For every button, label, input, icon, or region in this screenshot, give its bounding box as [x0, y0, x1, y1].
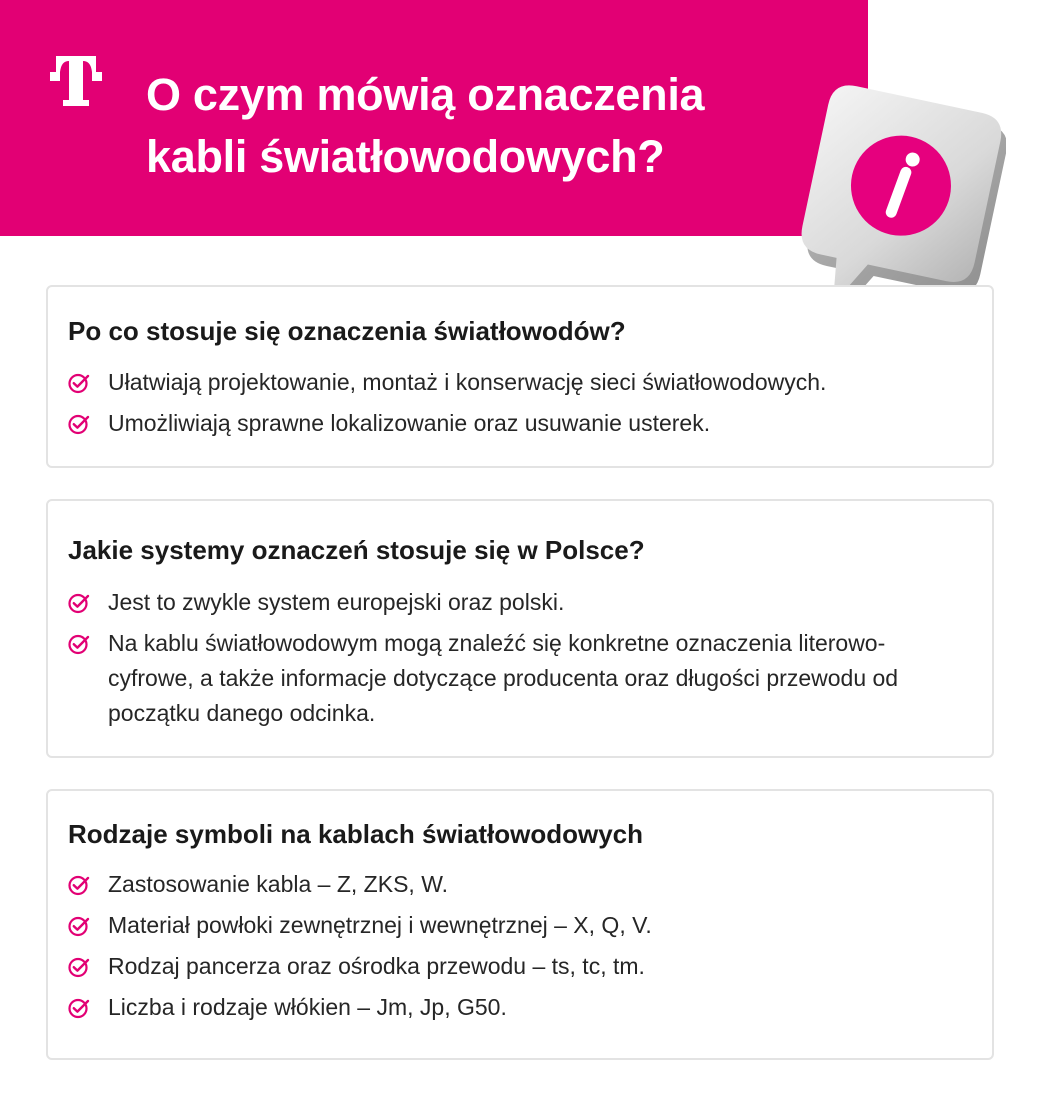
list-item-text: Liczba i rodzaje włókien – Jm, Jp, G50.: [108, 994, 507, 1020]
list-item: [68, 990, 972, 1025]
list-item-text: Materiał powłoki zewnętrznej i wewnętrznej – X, Q, V.: [108, 912, 652, 938]
list-item-text: Umożliwiają sprawne lokalizowanie oraz usuwanie usterek.: [108, 410, 711, 436]
list-item-text: Rodzaj pancerza oraz ośrodka przewodu – ts, tc, tm.: [108, 953, 645, 979]
list-item: [68, 908, 972, 943]
check-circle-icon: [68, 997, 90, 1019]
page-title: [146, 64, 836, 188]
check-circle-icon: [68, 874, 90, 896]
section-title: Rodzaje symboli na kablach światłowodowych: [68, 819, 644, 849]
section-list: [68, 365, 972, 447]
list-item: [68, 365, 972, 400]
section-title: Po co stosuje się oznaczenia światłowodów?: [68, 316, 626, 346]
section-card-symbols: [46, 789, 994, 1060]
list-item: [68, 585, 972, 620]
check-circle-icon: [68, 413, 90, 435]
list-item-text: Zastosowanie kabla – Z, ZKS, W.: [108, 871, 449, 897]
section-title: Jakie systemy oznaczeń stosuje się w Polsce?: [68, 535, 645, 565]
page-title-line-1: O czym mówią oznaczenia: [146, 69, 705, 120]
check-circle-icon: [68, 592, 90, 614]
section-list: [68, 867, 972, 1031]
page-title-line-2: kabli światłowodowych?: [146, 131, 665, 182]
list-item: [68, 949, 972, 984]
list-item: [68, 867, 972, 902]
check-circle-icon: [68, 956, 90, 978]
section-card-systems: [46, 499, 994, 758]
list-item: [68, 406, 972, 441]
section-list: [68, 585, 972, 737]
list-item-text: Ułatwiają projektowanie, montaż i konserwację sieci światłowodowych.: [108, 369, 827, 395]
header-banner: [0, 0, 868, 236]
check-circle-icon: [68, 633, 90, 655]
list-item: [68, 626, 972, 731]
check-circle-icon: [68, 915, 90, 937]
section-card-purpose: [46, 285, 994, 468]
list-item-text: Jest to zwykle system europejski oraz polski.: [108, 589, 565, 615]
list-item-text: Na kablu światłowodowym mogą znaleźć się konkretne oznaczenia literowo-cyfrowe, a także informacje dotyczące producenta oraz długości przewodu od początku danego odcinka.: [108, 630, 899, 726]
telekom-t-logo: [50, 52, 102, 108]
check-circle-icon: [68, 372, 90, 394]
